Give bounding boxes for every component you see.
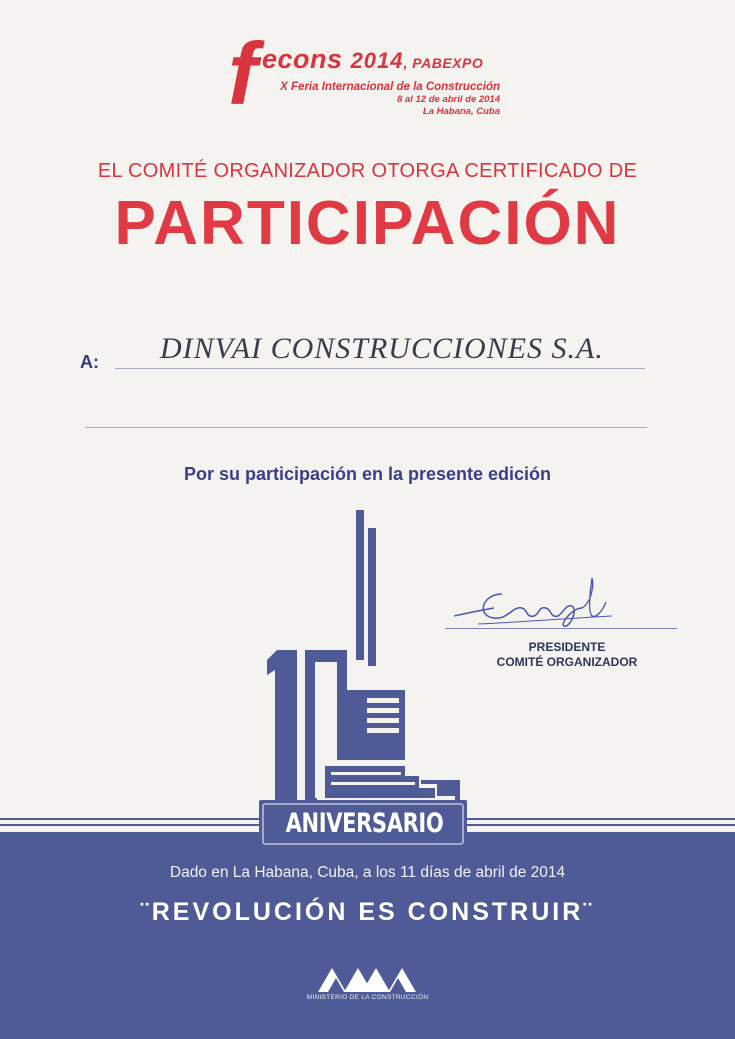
fair-name: X Feria Internacional de la Construcción	[280, 81, 500, 93]
motto: ¨REVOLUCIÓN ES CONSTRUIR¨	[140, 898, 595, 926]
logo-initial: f	[228, 24, 258, 123]
logo-wordmark	[262, 44, 483, 75]
fair-location: La Habana, Cuba	[422, 106, 500, 117]
recipient-label: A:	[80, 352, 99, 372]
ministry-name: MINISTERIO DE LA CONSTRUCCIÓN	[306, 994, 429, 1001]
edition-text: Por su participación en la presente edición	[183, 464, 552, 484]
recipient-name: DINVAI CONSTRUCCIONES S.A.	[160, 332, 604, 365]
anniversary-emblem	[255, 510, 470, 850]
issue-date-text: Dado en La Habana, Cuba, a los 11 días de abril de 2014	[169, 864, 566, 881]
recipient-line	[115, 368, 645, 369]
recipient-line-second	[85, 427, 647, 428]
logo-word: econs	[262, 44, 343, 74]
signature-line	[445, 628, 677, 629]
anniversary-label: ANIVERSARIO	[285, 808, 444, 839]
fair-dates: 8 al 12 de abril de 2014	[397, 94, 500, 105]
president-signature	[442, 572, 682, 642]
fecons-logo	[228, 24, 508, 142]
signer-committee: COMITÉ ORGANIZADOR	[496, 655, 638, 669]
signer-role: PRESIDENTE	[528, 640, 606, 654]
logo-suffix: , PABEXPO	[403, 55, 484, 71]
certificate-intro: EL COMITÉ ORGANIZADOR OTORGA CERTIFICADO DE	[97, 160, 638, 182]
certificate-title: PARTICIPACIÓN	[114, 189, 621, 258]
ministry-logo-icon	[318, 966, 416, 992]
logo-year: 2014	[350, 48, 404, 73]
